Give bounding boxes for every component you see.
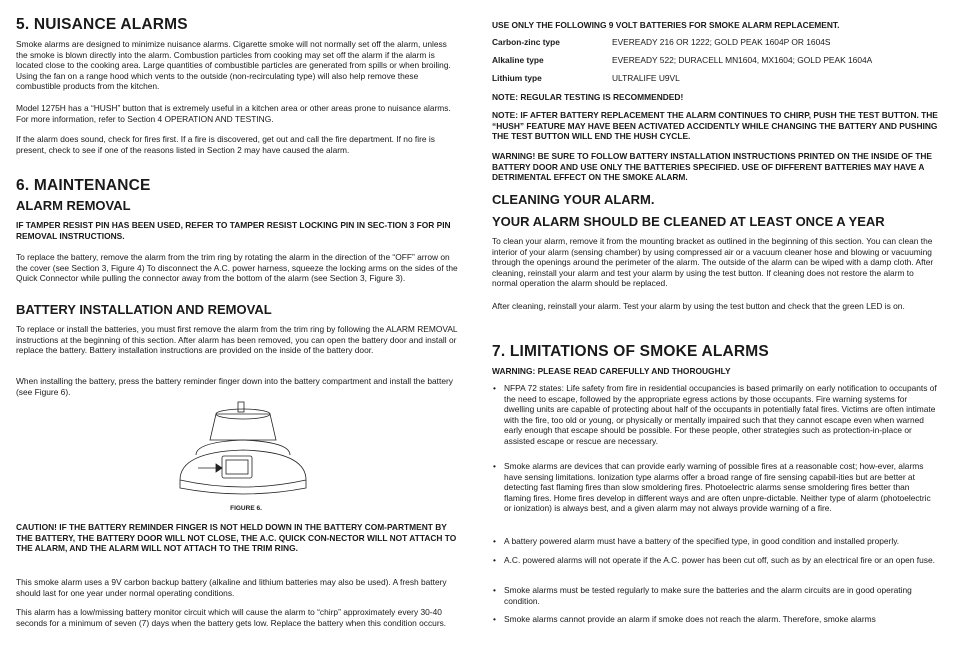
list-item: • NFPA 72 states: Life safety from fire in residential occupancies is based primarily on early notification to occupants of the need to escape, followed by the appropriate egress actions by those occupants. Fire warning systems for dwelling units are capable of protecting about half of the occupants in potentially fatal fires. Victims are often intimate with the fire, too old or young, or physically or mentally impaired such that they cannot escape even when warned early enough that escape should be possible. For these people, other strategies such as protection-in-place or assisted escape or rescue are necessary.: [493, 383, 937, 446]
figure-6: [176, 400, 316, 512]
battery-type: Alkaline type: [492, 55, 544, 65]
removal-paragraph: To replace the battery, remove the alarm from the trim ring by rotating the alarm in the direction of the “OFF” arrow on the cover (see Section 3, Figure 4) To disconnect the A.C. power harness, squeeze the locking arms on the sides of the Quick Connector while pulling the connector away from the bottom of the alarm (see Section 3, Figure 3).: [16, 252, 458, 284]
battery-monitor-paragraph: This alarm has a low/missing battery monitor circuit which will cause the alarm to “chirp” approximately every 30-40 seconds for a minimum of seven (7) days when the battery gets low. Replace the battery when this condition occurs.: [16, 607, 447, 628]
list-item: • Smoke alarms cannot provide an alarm if smoke does not reach the alarm. Therefore, smoke alarms: [493, 614, 876, 624]
list-item: • A.C. powered alarms will not operate if the A.C. power has been cut off, such as by an electrical fire or an open fuse.: [493, 555, 935, 565]
battery-row-carbon-zinc: [492, 37, 938, 49]
regular-testing-note: NOTE: REGULAR TESTING IS RECOMMENDED!: [492, 92, 684, 102]
section-6-title: 6. MAINTENANCE: [16, 177, 151, 194]
cleaning-subtitle: YOUR ALARM SHOULD BE CLEANED AT LEAST ONCE A YEAR: [492, 214, 885, 229]
battery-brands: EVEREADY 216 OR 1222; GOLD PEAK 1604P OR 1604S: [612, 37, 831, 47]
battery-row-alkaline: [492, 55, 938, 67]
cleaning-paragraph-1: To clean your alarm, remove it from the mounting bracket as outlined in the beginning of this section. You can clean the interior of your alarm (sensing chamber) by using compressed air or a vacuum cleaner hose and blowing or vacuuming through the openings around the perimeter of the alarm. The outside of the alarm can be wiped with a damp cloth. After cleaning, reinstall your alarm and test your alarm by using the test button. If cleaning does not restore the alarm to normal operation the alarm should be replaced.: [492, 236, 934, 289]
battery-row-lithium: [492, 73, 938, 85]
list-item: • Smoke alarms must be tested regularly to make sure the batteries and the alarm circuits are in good operating condition.: [493, 585, 912, 606]
cleaning-paragraph-2: After cleaning, reinstall your alarm. Test your alarm by using the test button and check that the green LED is on.: [492, 301, 905, 311]
cleaning-title: CLEANING YOUR ALARM.: [492, 192, 655, 207]
smoke-alarm-battery-illustration: [176, 400, 316, 500]
battery-brands: EVEREADY 522; DURACELL MN1604, MX1604; GOLD PEAK 1604A: [612, 55, 873, 65]
read-carefully-warning: WARNING: PLEASE READ CAREFULLY AND THOROUGHLY: [492, 366, 731, 376]
battery-type: Carbon-zinc type: [492, 37, 560, 47]
section-5-title: 5. NUISANCE ALARMS: [16, 16, 188, 33]
battery-type: Lithium type: [492, 73, 542, 83]
backup-battery-paragraph: This smoke alarm uses a 9V carbon backup battery (alkaline and lithium batteries may also be used). A fresh battery should last for one year under normal operating conditions.: [16, 577, 447, 598]
nuisance-paragraph-2: Model 1275H has a “HUSH” button that is extremely useful in a kitchen area or other areas prone to nuisance alarms. For more information, refer to Section 4 OPERATION AND TESTING.: [16, 103, 451, 124]
use-only-batteries-note: USE ONLY THE FOLLOWING 9 VOLT BATTERIES FOR SMOKE ALARM REPLACEMENT.: [492, 20, 840, 30]
list-item: • Smoke alarms are devices that can provide early warning of possible fires at a reasonable cost; how-ever, alarms have sensing limitations. Ionization type alarms offer a broad range of fire sensing capabil-ities but are better at detecting fast flaming fires than slow smoldering fires. Photoelectric alarms sense smoldering fires better than flaming fires. Home fires develop in different ways and are often unpre-dictable. Neither type of alarm (photoelectric or ionization) is always best, and a given alarm may not always provide warning of a fire.: [493, 461, 931, 514]
chirp-note: NOTE: IF AFTER BATTERY REPLACEMENT THE ALARM CONTINUES TO CHIRP, PUSH THE TEST BUTTON. THE “HUSH” FEATURE MAY HAVE BEEN ACTIVATED ACCIDENTLY WHILE CHANGING THE BATTERY AND PUSHING THE TEST BUTTON WILL END THE HUSH CYCLE.: [492, 110, 938, 142]
tamper-note: IF TAMPER RESIST PIN HAS BEEN USED, REFER TO TAMPER RESIST LOCKING PIN IN SEC-TION 3 FOR PIN REMOVAL INSTRUCTIONS.: [16, 220, 451, 241]
battery-brands: ULTRALIFE U9VL: [612, 73, 680, 83]
section-7-title: 7. LIMITATIONS OF SMOKE ALARMS: [492, 343, 769, 360]
alarm-removal-title: ALARM REMOVAL: [16, 198, 131, 213]
caution-note: CAUTION! IF THE BATTERY REMINDER FINGER IS NOT HELD DOWN IN THE BATTERY COM-PARTMENT BY THE BATTERY, THE BATTERY DOOR WILL NOT CLOSE, THE A.C. QUICK CON-NECTOR WILL NOT ATTACH TO THE ALARM, AND THE ALARM WILL NOT ATTACH TO THE TRIM RING.: [16, 522, 457, 554]
figure-6-caption: FIGURE 6.: [230, 505, 262, 512]
nuisance-paragraph-3: If the alarm does sound, check for fires first. If a fire is discovered, get out and call the fire department. If no fire is present, check to see if one of the reasons listed in Section 2 may have caused the alarm.: [16, 134, 435, 155]
list-item: • A battery powered alarm must have a battery of the specified type, in good condition and installed properly.: [493, 536, 900, 546]
battery-paragraph-1: To replace or install the batteries, you must first remove the alarm from the trim ring by following the ALARM REMOVAL instructions at the beginning of this section. After alarm has been removed, you can open the battery door and install or replace the battery. Battery installation instructions are provided on the inside of the battery door.: [16, 324, 458, 356]
battery-install-warning: WARNING! BE SURE TO FOLLOW BATTERY INSTALLATION INSTRUCTIONS PRINTED ON THE INSIDE OF THE BATTERY DOOR AND USE ONLY THE BATTERIES SPECIFIED. USE OF DIFFERENT BATTERIES MAY HAVE A DETRIMENTAL EFFECT ON THE SMOKE ALARM.: [492, 151, 932, 183]
battery-install-title: BATTERY INSTALLATION AND REMOVAL: [16, 302, 272, 317]
nuisance-paragraph-1: Smoke alarms are designed to minimize nuisance alarms. Cigarette smoke will not normally set off the alarm, unless the smoke is blown directly into the alarm. Combustion particles from cooking may set off the alarm if the alarm is located close to the cooking area. Large quantities of combustible particles are generated from spills or when broiling. Using the fan on a range hood which vents to the outside (non-recirculating type) will also help remove these combustible products from the kitchen.: [16, 39, 451, 92]
battery-paragraph-2: When installing the battery, press the battery reminder finger down into the battery compartment and install the battery (see Figure 6).: [16, 376, 453, 397]
